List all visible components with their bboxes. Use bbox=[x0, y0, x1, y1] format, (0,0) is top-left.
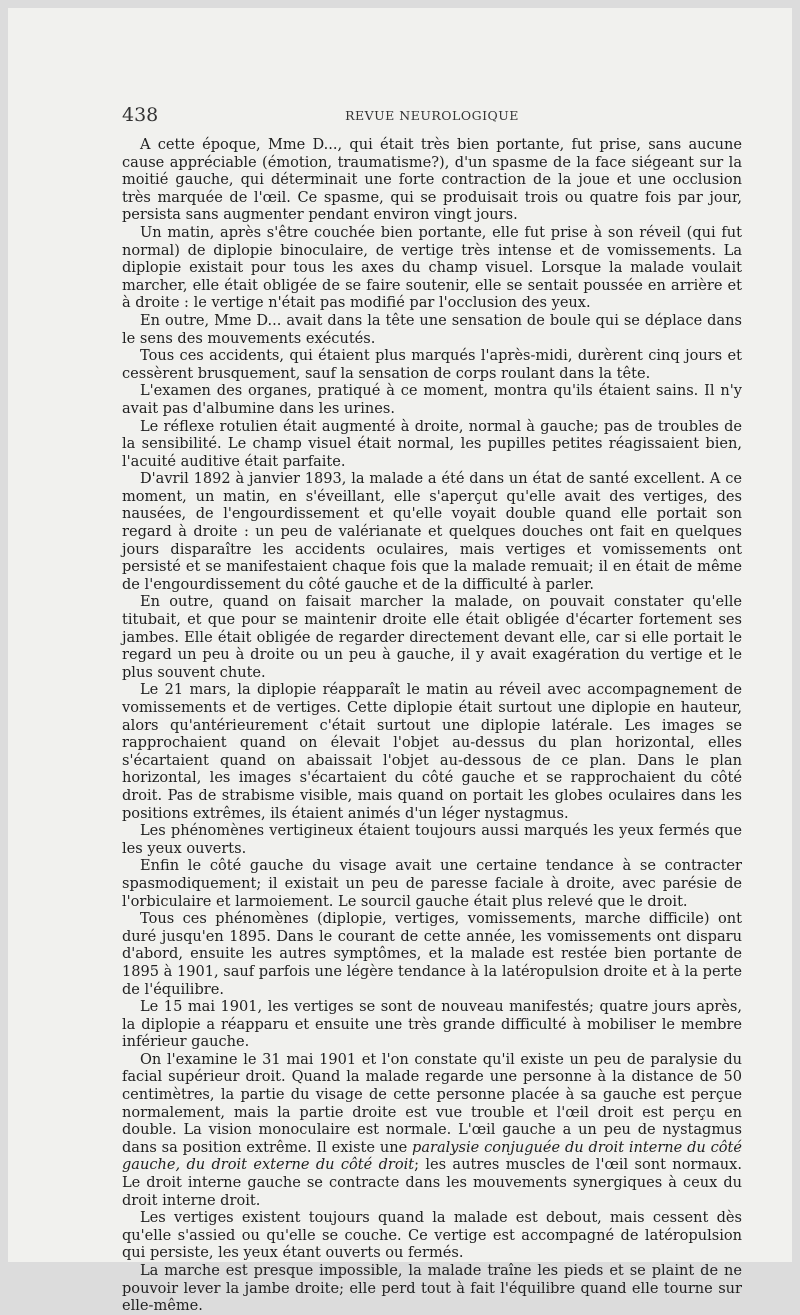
paragraph: L'examen des organes, pratiqué à ce moment, montra qu'ils étaient sains. Il n'y avait pas d'albumine dans les urines. bbox=[122, 382, 742, 417]
paragraph: En outre, Mme D... avait dans la tête une sensation de boule qui se déplace dans le sens des mouvements exécutés. bbox=[122, 311, 742, 347]
italic-phrase: paralysie conjuguée du droit interne du côté gauche, du droit externe du côté droit bbox=[122, 1138, 743, 1174]
paragraph: D'avril 1892 à janvier 1893, la malade a été dans un état de santé excellent. A ce moment, un matin, en s'éveillant, elle s'aperçut qu'elle avait des vertiges, des nausées, de l'engourdissement et qu'elle voyait double quand elle portait son regard à droite : un peu de valérianate et quelques douches ont fait en quelques jours disparaître les accidents oculaires, mais vertiges et vomissements ont persisté et se manifestaient chaque fois que la malade remuait; il en était de même de l'engourdissement du côté gauche et de la difficulté à parler. bbox=[122, 470, 742, 593]
paragraph: Enfin le côté gauche du visage avait une certaine tendance à se contracter spasmodiquement; il existait un peu de paresse faciale à droite, avec parésie de l'orbiculaire et larmoiement. Le sourcil gauche était plus relevé que le droit. bbox=[122, 857, 742, 910]
page-number: 438 bbox=[122, 104, 159, 126]
paragraph: Tous ces accidents, qui étaient plus marqués l'après-midi, durèrent cinq jours et cessèrent brusquement, sauf la sensation de corps roulant dans la tête. bbox=[122, 347, 742, 382]
book-page bbox=[8, 8, 792, 1315]
paragraph-with-italic bbox=[122, 1051, 742, 1209]
paragraph: Un matin, après s'être couchée bien portante, elle fut prise à son réveil (qui fut normal) de diplopie binoculaire, de vertige très intense et de vomissements. La diplopie existait pour tous les axes du champ visuel. Lorsque la malade voulait marcher, elle était obligée de se faire soutenir, elle se sentait poussée en arrière et à droite : le vertige n'était pas modifié par l'occlusion des yeux. bbox=[122, 223, 742, 312]
paragraph: Tous ces phénomènes (diplopie, vertiges, vomissements, marche difficile) ont duré jusqu'en 1895. Dans le courant de cette année, les vomissements ont disparu d'abord, ensuite les autres symptômes, et la malade est restée bien portante de 1895 à 1901, sauf parfois une légère tendance à la latéropulsion droite et à la perte de l'équilibre. bbox=[122, 910, 742, 998]
paragraph: Le 15 mai 1901, les vertiges se sont de nouveau manifestés; quatre jours après, la diplopie a réapparu et ensuite une très grande difficulté à mobiliser le membre inférieur gauche. bbox=[122, 998, 742, 1051]
paragraph: Le réflexe rotulien était augmenté à droite, normal à gauche; pas de troubles de la sensibilité. Le champ visuel était normal, les pupilles petites réagissaient bien, l'acuité auditive était parfaite. bbox=[122, 417, 742, 470]
paragraph: Les phénomènes vertigineux étaient toujours aussi marqués les yeux fermés que les yeux ouverts. bbox=[122, 822, 742, 857]
paragraph: La marche est presque impossible, la malade traîne les pieds et se plaint de ne pouvoir lever la jambe droite; elle perd tout à fait l'équilibre quand elle tourne sur elle-même. bbox=[122, 1262, 742, 1315]
paragraph-text: ; les autres muscles de l'œil sont normaux. Le droit interne gauche se contracte dans les mouvements synergiques à ceux du droit interne droit. bbox=[122, 1156, 743, 1209]
paragraph-text: On l'examine le 31 mai 1901 et l'on constate qu'il existe un peu de paralysie du facial supérieur droit. Quand la malade regarde une personne à la distance de 50 centimètres, la partie du visage de cette personne placée à sa gauche est perçue normalement, mais la partie droite est vue trouble et l'œil droit est perçu en double. La vision monoculaire est normale. L'œil gauche a un peu de nystagmus dans sa position extrême. Il existe une bbox=[122, 1050, 742, 1156]
page-header bbox=[122, 104, 742, 128]
body-text bbox=[122, 136, 742, 1315]
running-title: REVUE NEUROLOGIQUE bbox=[345, 108, 519, 123]
paragraph: Le 21 mars, la diplopie réapparaît le matin au réveil avec accompagnement de vomissements et de vertiges. Cette diplopie était surtout une diplopie en hauteur, alors qu'antérieurement c'était surtout une diplopie latérale. Les images se rapprochaient quand on élevait l'objet au-dessus du plan horizontal, elles s'écartaient quand on abaissait l'objet au-dessous de ce plan. Dans le plan horizontal, les images s'écartaient du côté gauche et se rapprochaient du côté droit. Pas de strabisme visible, mais quand on portait les globes oculaires dans les positions extrêmes, ils étaient animés d'un léger nystagmus. bbox=[122, 681, 742, 822]
paragraph: Les vertiges existent toujours quand la malade est debout, mais cessent dès qu'elle s'assied ou qu'elle se couche. Ce vertige est accompagné de latéropulsion qui persiste, les yeux étant ouverts ou fermés. bbox=[122, 1209, 742, 1262]
paragraph: En outre, quand on faisait marcher la malade, on pouvait constater qu'elle titubait, et que pour se maintenir droite elle était obligée d'écarter fortement ses jambes. Elle était obligée de regarder directement devant elle, car si elle portait le regard un peu à droite ou un peu à gauche, il y avait exagération du vertige et le plus souvent chute. bbox=[122, 593, 742, 681]
paragraph: A cette époque, Mme D..., qui était très bien portante, fut prise, sans aucune cause appréciable (émotion, traumatisme?), d'un spasme de la face siégeant sur la moitié gauche, qui déterminait une forte contraction de la joue et une occlusion très marquée de l'œil. Ce spasme, qui se produisait trois ou quatre fois par jour, persista sans augmenter pendant environ vingt jours. bbox=[122, 136, 742, 224]
